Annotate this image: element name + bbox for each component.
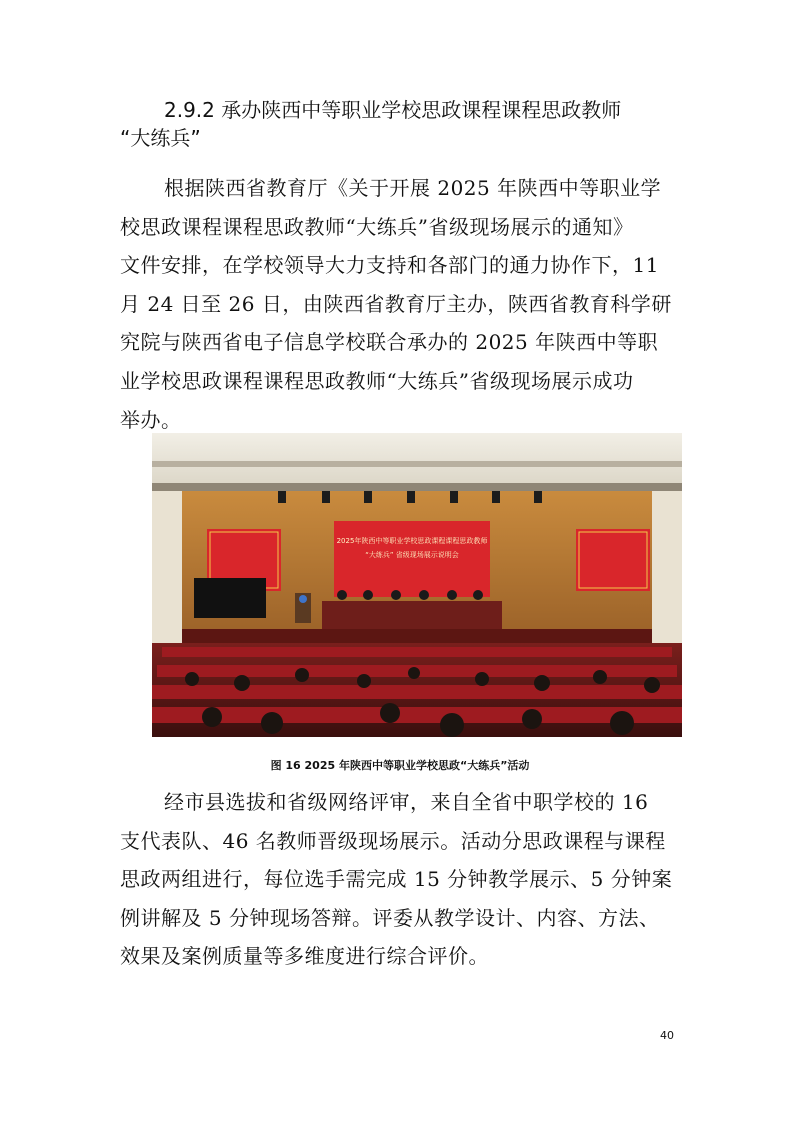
event-photo [152,433,682,737]
paragraph-line: 校思政课程课程思政教师“大练兵”省级现场展示的通知》 [120,214,634,239]
paragraph-line: 支代表队、46 名教师晋级现场展示。活动分思政课程与课程 [120,828,666,853]
figure-caption: 图 16 2025 年陕西中等职业学校思政“大练兵”活动 [270,759,530,772]
paragraph-line: 月 24 日至 26 日，由陕西省教育厅主办，陕西省教育科学研 [120,291,672,316]
paragraph-line: 效果及案例质量等多维度进行综合评价。 [120,944,489,969]
section-title-line1: 2.9.2 承办陕西中等职业学校思政课程课程思政教师 [164,98,622,122]
paragraph-line: 究院与陕西省电子信息学校联合承办的 2025 年陕西中等职 [120,330,659,355]
paragraph-line: 思政两组进行，每位选手需完成 15 分钟教学展示、5 分钟案 [120,867,673,892]
banner-line1: 2025年陕西中等职业学校思政课程课程思政教师 [336,537,488,545]
banner-line2: “大练兵” 省级现场展示说明会 [365,551,459,559]
body-paragraph-2 [120,783,680,976]
paragraph-line: 业学校思政课程课程思政教师“大练兵”省级现场展示成功 [120,368,634,393]
paragraph-line: 例讲解及 5 分钟现场答辩。评委从教学设计、内容、方法、 [120,905,660,930]
section-title-line2: “大练兵” [120,126,201,150]
stage-banner [334,521,490,597]
body-paragraph-1 [120,169,680,439]
paragraph-line: 根据陕西省教育厅《关于开展 2025 年陕西中等职业学 [164,176,662,200]
page-number: 40 [660,1029,674,1042]
paragraph-line: 经市县选拔和省级网络评审，来自全省中职学校的 16 [164,790,649,814]
paragraph-line: 文件安排，在学校领导大力支持和各部门的通力协作下，11 [120,253,659,278]
section-heading [120,96,680,152]
paragraph-line: 举办。 [120,407,182,432]
right-side-banner [576,529,650,591]
